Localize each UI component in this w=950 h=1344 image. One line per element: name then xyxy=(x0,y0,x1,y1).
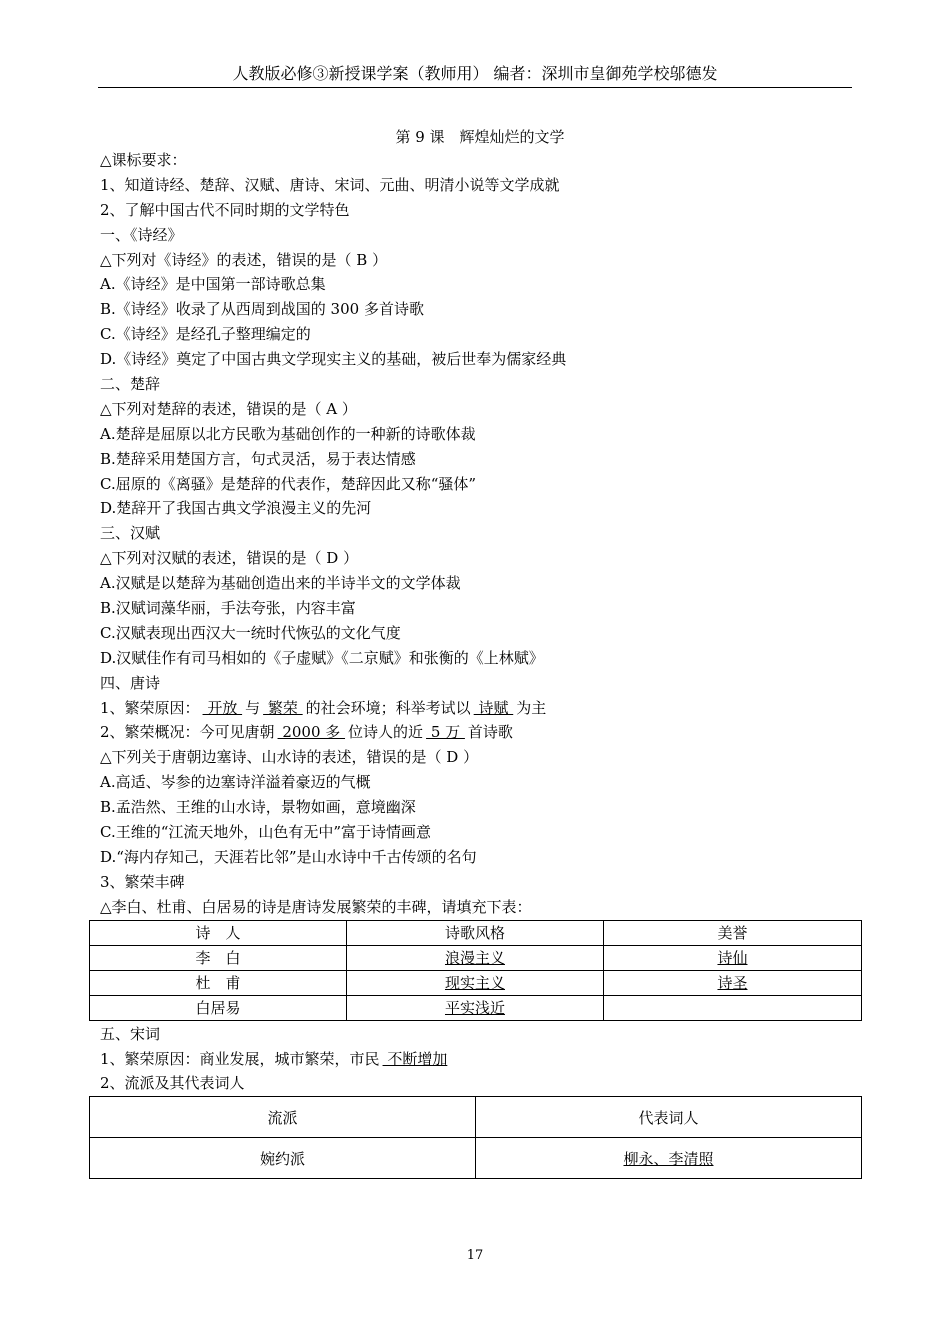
option-d: D.汉赋佳作有司马相如的《子虚赋》《二京赋》和张衡的《上林赋》 xyxy=(100,648,544,667)
fill-answer: 诗仙 xyxy=(717,949,748,968)
table-row xyxy=(90,995,862,1020)
fill-answer: 平实浅近 xyxy=(444,999,505,1018)
text: 2、繁荣概况：今可见唐朝 xyxy=(100,723,275,742)
table-header-row xyxy=(90,920,862,945)
section-heading-tangshi: 四、唐诗 xyxy=(100,673,161,692)
fill-answer: 诗赋 xyxy=(473,698,514,717)
option-c: C.《诗经》是经孔子整理编定的 xyxy=(100,325,311,344)
table-header-cell: 诗歌风格 xyxy=(347,920,604,945)
requirement-1: 1、知道诗经、楚辞、汉赋、唐诗、宋词、元曲、明清小说等文学成就 xyxy=(100,175,560,194)
page-header: 人教版必修③新授课学案（教师用） 编者：深圳市皇御苑学校邬德发 xyxy=(98,64,852,88)
table-row xyxy=(90,945,862,970)
table-cell xyxy=(604,970,862,995)
option-a: A.汉赋是以楚辞为基础创造出来的半诗半文的文学体裁 xyxy=(100,574,461,593)
option-b: B.汉赋词藻华丽，手法夸张，内容丰富 xyxy=(100,599,356,618)
fill-answer: 诗圣 xyxy=(717,974,748,993)
table-header-cell: 代表词人 xyxy=(476,1097,862,1138)
option-b: B.楚辞采用楚国方言，句式灵活，易于表达情感 xyxy=(100,449,416,468)
text: 的社会环境；科举考试以 xyxy=(305,698,471,717)
option-d: D.楚辞开了我国古典文学浪漫主义的先河 xyxy=(100,499,372,518)
fill-answer: 5 万 xyxy=(426,723,465,742)
option-c: C.王维的“江流天地外，山色有无中”富于诗情画意 xyxy=(100,823,432,842)
table-cell: 白居易 xyxy=(90,995,347,1020)
page-number: 17 xyxy=(466,1248,484,1263)
ci-schools-table xyxy=(89,1096,862,1179)
option-d: D.“海内存知己，天涯若比邻”是山水诗中千古传颂的名句 xyxy=(100,847,477,866)
table-cell xyxy=(347,995,604,1020)
question-tangshi: △下列关于唐朝边塞诗、山水诗的表述，错误的是（ D ） xyxy=(100,748,479,767)
text: 与 xyxy=(245,698,261,717)
table-header-cell: 流派 xyxy=(90,1097,476,1138)
fill-answer: 浪漫主义 xyxy=(444,949,505,968)
section-heading-hanfu: 三、汉赋 xyxy=(100,524,161,543)
table-header-cell: 诗 人 xyxy=(90,920,347,945)
table-cell: 李 白 xyxy=(90,945,347,970)
option-d: D.《诗经》奠定了中国古典文学现实主义的基础，被后世奉为儒家经典 xyxy=(100,350,567,369)
text: 为主 xyxy=(516,698,547,717)
text: 1、繁荣原因： xyxy=(100,698,200,717)
table-cell: 婉约派 xyxy=(90,1138,476,1179)
prosperity-reason xyxy=(100,696,860,721)
section-heading-chuci: 二、楚辞 xyxy=(100,375,161,394)
fill-answer: 繁荣 xyxy=(263,698,303,717)
text: 1、繁荣原因：商业发展，城市繁荣，市民 xyxy=(100,1049,380,1068)
lesson-title: 第 9 课 辉煌灿烂的文学 xyxy=(395,128,565,146)
option-b: B.《诗经》收录了从西周到战国的 300 多首诗歌 xyxy=(100,300,424,319)
text: 位诗人的近 xyxy=(348,723,424,742)
option-a: A.《诗经》是中国第一部诗歌总集 xyxy=(100,275,326,294)
songci-schools: 2、流派及其代表词人 xyxy=(100,1074,245,1093)
question-chuci: △下列对楚辞的表述，错误的是（ A ） xyxy=(100,399,357,418)
poets-table xyxy=(89,920,862,1021)
option-b: B.孟浩然、王维的山水诗，景物如画，意境幽深 xyxy=(100,798,416,817)
question-hanfu: △下列对汉赋的表述，错误的是（ D ） xyxy=(100,549,359,568)
table-cell xyxy=(604,995,862,1020)
text: 首诗歌 xyxy=(467,723,513,742)
fill-answer: 柳永、李清照 xyxy=(623,1149,714,1168)
section-heading-shijing: 一、《诗经》 xyxy=(100,225,183,244)
requirements-heading: △课标要求： xyxy=(100,151,187,169)
section-heading-songci: 五、宋词 xyxy=(100,1024,161,1043)
table-header-cell: 美誉 xyxy=(604,920,862,945)
option-c: C.屈原的《离骚》是楚辞的代表作，楚辞因此又称“骚体” xyxy=(100,474,477,493)
table-row xyxy=(90,970,862,995)
table-row xyxy=(90,1138,862,1179)
fill-answer: 开放 xyxy=(202,698,243,717)
table-cell xyxy=(604,945,862,970)
table-cell: 杜 甫 xyxy=(90,970,347,995)
fill-answer: 2000 多 xyxy=(277,723,346,742)
prosperity-overview xyxy=(100,720,860,745)
requirement-2: 2、了解中国古代不同时期的文学特色 xyxy=(100,200,350,219)
table-cell xyxy=(347,945,604,970)
table-header-row xyxy=(90,1097,862,1138)
fill-answer: 现实主义 xyxy=(444,974,505,993)
table-cell xyxy=(347,970,604,995)
table-cell xyxy=(476,1138,862,1179)
songci-reason xyxy=(100,1047,860,1072)
fill-answer: 不断增加 xyxy=(382,1049,448,1068)
question-shijing: △下列对《诗经》的表述，错误的是（ B ） xyxy=(100,250,388,269)
subheading-monument: 3、繁荣丰碑 xyxy=(100,872,185,891)
question-table-prompt: △李白、杜甫、白居易的诗是唐诗发展繁荣的丰碑，请填充下表： xyxy=(100,897,532,916)
option-c: C.汉赋表现出西汉大一统时代恢弘的文化气度 xyxy=(100,623,401,642)
document-body xyxy=(100,126,860,1179)
option-a: A.高适、岑参的边塞诗洋溢着豪迈的气概 xyxy=(100,773,371,792)
option-a: A.楚辞是屈原以北方民歌为基础创作的一种新的诗歌体裁 xyxy=(100,424,476,443)
